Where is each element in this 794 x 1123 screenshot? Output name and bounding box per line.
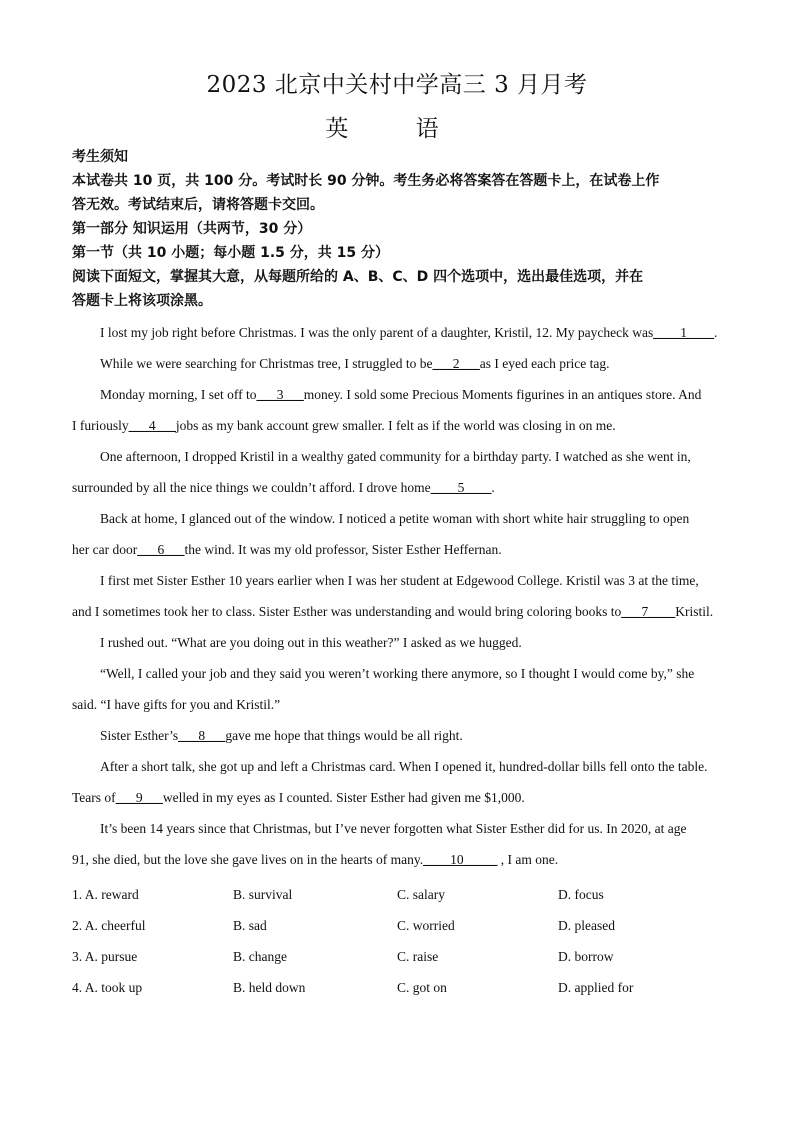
passage	[72, 317, 722, 875]
option-b: B. survival	[233, 887, 293, 902]
passage-line: It’s been 14 years since that Christmas, but I’ve never forgotten what Sister Esther did for us. In 2020, at age	[100, 821, 687, 836]
section-heading: 第一节（共 10 小题；每小题 1.5 分，共 15 分）	[72, 245, 390, 261]
option-a: 4. A. took up	[72, 980, 143, 995]
option-row-2	[72, 910, 722, 941]
option-row-1	[72, 879, 722, 910]
option-b: B. held down	[233, 980, 306, 995]
option-d: D. borrow	[558, 949, 614, 964]
blank-10: ____10_____	[423, 852, 498, 867]
passage-line: One afternoon, I dropped Kristil in a wealthy gated community for a birthday party. I watched as she went in,	[100, 449, 691, 464]
option-row-4	[72, 972, 722, 1003]
blank-9: ___9___	[115, 790, 163, 805]
exam-title: 2023 北京中关村中学高三 3 月月考	[206, 72, 588, 98]
passage-line: “Well, I called your job and they said you weren’t working there anymore, so I thought I would come by,” she	[100, 666, 695, 681]
option-c: C. salary	[397, 887, 445, 902]
notice-line: 答无效。考试结束后，请将答题卡交回。	[72, 197, 324, 213]
option-b: B. change	[233, 949, 287, 964]
instruction-line: 答题卡上将该项涂黑。	[72, 293, 212, 309]
option-c: C. worried	[397, 918, 455, 933]
option-d: D. pleased	[558, 918, 615, 933]
passage-line: I rushed out. “What are you doing out in this weather?” I asked as we hugged.	[100, 635, 522, 650]
option-a: 3. A. pursue	[72, 949, 138, 964]
passage-line: I lost my job right before Christmas. I was the only parent of a daughter, Kristil, 12. My paycheck was____1____.	[100, 325, 718, 340]
passage-line: Back at home, I glanced out of the window. I noticed a petite woman with short white hair struggling to open	[100, 511, 690, 526]
option-d: D. applied for	[558, 980, 634, 995]
option-row-3	[72, 941, 722, 972]
passage-line: I furiously___4___jobs as my bank account grew smaller. I felt as if the world was closing in on me.	[72, 418, 616, 433]
blank-8: ___8___	[178, 728, 226, 743]
passage-line: Sister Esther’s___8___gave me hope that things would be all right.	[100, 728, 463, 743]
blank-7: ___7____	[621, 604, 676, 619]
instruction-line: 阅读下面短文，掌握其大意，从每题所给的 A、B、C、D 四个选项中，选出最佳选项，并在	[72, 269, 644, 285]
passage-line: Monday morning, I set off to___3___money. I sold some Precious Moments figurines in an antiques store. And	[100, 387, 702, 402]
blank-6: ___6___	[137, 542, 185, 557]
subject-title: 英 语	[325, 116, 469, 142]
blank-3: ___3___	[256, 387, 304, 402]
passage-line: her car door___6___the wind. It was my old professor, Sister Esther Heffernan.	[72, 542, 502, 557]
part-heading: 第一部分 知识运用（共两节，30 分）	[72, 221, 312, 237]
passage-line: After a short talk, she got up and left a Christmas card. When I opened it, hundred-dollar bills fell onto the table.	[100, 759, 708, 774]
option-a: 1. A. reward	[72, 887, 139, 902]
passage-line: While we were searching for Christmas tree, I struggled to be___2___as I eyed each price tag.	[100, 356, 610, 371]
option-c: C. raise	[397, 949, 439, 964]
passage-line: and I sometimes took her to class. Sister Esther was understanding and would bring coloring books to___7____Kristil.	[72, 604, 714, 619]
option-a: 2. A. cheerful	[72, 918, 146, 933]
passage-line: said. “I have gifts for you and Kristil.”	[72, 697, 281, 712]
option-c: C. got on	[397, 980, 447, 995]
blank-2: ___2___	[432, 356, 480, 371]
passage-line: surrounded by all the nice things we couldn’t afford. I drove home____5____.	[72, 480, 495, 495]
option-b: B. sad	[233, 918, 267, 933]
notice-line: 本试卷共 10 页，共 100 分。考试时长 90 分钟。考生务必将答案答在答题卡上，在试卷上作	[72, 173, 660, 189]
passage-line: 91, she died, but the love she gave lives on in the hearts of many.____10_____ , I am one.	[72, 852, 559, 867]
option-d: D. focus	[558, 887, 604, 902]
notice-block	[72, 145, 728, 313]
blank-5: ____5____	[430, 480, 492, 495]
blank-1: ____1____	[653, 325, 714, 340]
passage-line: Tears of___9___welled in my eyes as I counted. Sister Esther had given me $1,000.	[72, 790, 525, 805]
options-list	[72, 879, 722, 1003]
blank-4: ___4___	[128, 418, 176, 433]
passage-line: I first met Sister Esther 10 years earlier when I was her student at Edgewood College. Kristil was 3 at the time,	[100, 573, 699, 588]
notice-heading: 考生须知	[72, 149, 128, 165]
